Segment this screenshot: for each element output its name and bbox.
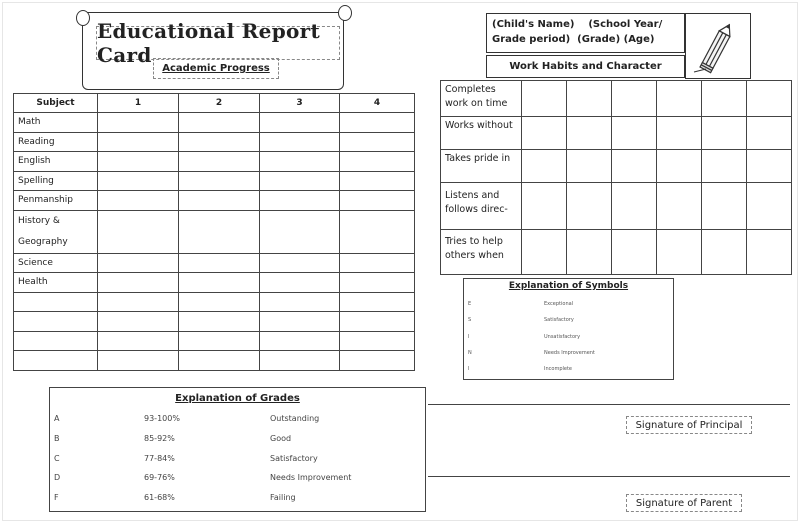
habit-cell[interactable] [522, 183, 567, 230]
scroll-curl-left [76, 10, 90, 26]
grade-cell[interactable] [98, 351, 179, 371]
symbol-code: E [468, 301, 472, 307]
grade-cell[interactable] [340, 331, 415, 351]
pencil-icon [686, 14, 750, 78]
grade-cell[interactable] [340, 253, 415, 273]
grade-row [54, 493, 296, 502]
grade-cell[interactable] [179, 351, 260, 371]
habit-cell[interactable] [567, 81, 612, 117]
habit-cell[interactable] [657, 150, 702, 183]
grade-cell[interactable] [179, 171, 260, 191]
habit-cell[interactable] [747, 117, 792, 150]
grade-cell[interactable] [98, 292, 179, 312]
table-row [14, 273, 415, 293]
habit-cell[interactable] [567, 117, 612, 150]
subject-cell: English [14, 152, 98, 172]
table-row [14, 292, 415, 312]
habit-cell[interactable] [522, 230, 567, 275]
grade-row [54, 454, 318, 463]
grade-cell[interactable] [340, 210, 415, 253]
grade-cell[interactable] [260, 273, 340, 293]
habit-label [441, 183, 522, 230]
grade-cell[interactable] [260, 292, 340, 312]
habit-label-line-1: Listens and [445, 190, 500, 201]
grade-row [54, 414, 319, 423]
grade-cell[interactable] [260, 331, 340, 351]
habit-label [441, 230, 522, 275]
grade-cell[interactable] [179, 152, 260, 172]
table-row [441, 150, 792, 183]
grade-row [54, 473, 351, 482]
table-row [14, 351, 415, 371]
grades-header-row [14, 94, 415, 113]
symbol-code: I [468, 334, 470, 340]
grade-cell[interactable] [98, 331, 179, 351]
habit-cell[interactable] [522, 81, 567, 117]
habit-cell[interactable] [522, 117, 567, 150]
habit-cell[interactable] [702, 150, 747, 183]
header-period-1: 1 [98, 94, 179, 113]
habit-label-line-2: work on time [445, 98, 508, 109]
symbol-row [468, 301, 573, 307]
subject-cell: Science [14, 253, 98, 273]
work-habits-table [440, 80, 792, 275]
grade-cell[interactable] [260, 113, 340, 133]
header-period-3: 3 [260, 94, 340, 113]
habit-cell[interactable] [657, 81, 702, 117]
table-row [14, 210, 415, 253]
subject-cell[interactable] [14, 292, 98, 312]
student-info-line-1: (Child's Name) (School Year/ [492, 19, 663, 30]
habit-cell[interactable] [657, 230, 702, 275]
symbol-meaning: Needs Improvement [544, 350, 595, 356]
grade-cell[interactable] [340, 312, 415, 332]
grade-meaning: Good [270, 434, 292, 443]
table-row [441, 81, 792, 117]
habit-cell[interactable] [747, 183, 792, 230]
grades-explanation-box [49, 387, 426, 512]
table-row [14, 331, 415, 351]
symbol-row [468, 317, 574, 323]
subject-line-2: Geography [18, 236, 68, 247]
grade-letter: C [54, 454, 60, 463]
habit-cell[interactable] [522, 150, 567, 183]
habit-label-line-1: Tries to help [445, 236, 503, 247]
subject-cell[interactable] [14, 312, 98, 332]
symbol-code: S [468, 317, 472, 323]
grade-range: 85-92% [144, 434, 175, 443]
grade-cell[interactable] [179, 253, 260, 273]
symbol-code: N [468, 350, 472, 356]
grade-cell[interactable] [340, 171, 415, 191]
symbol-meaning: Incomplete [544, 366, 572, 372]
habit-cell[interactable] [612, 81, 657, 117]
habit-cell[interactable] [612, 183, 657, 230]
parent-signature-label: Signature of Parent [626, 494, 742, 512]
grade-meaning: Outstanding [270, 414, 320, 423]
habit-cell[interactable] [702, 81, 747, 117]
table-row [14, 113, 415, 133]
grade-cell[interactable] [179, 292, 260, 312]
header-period-2: 2 [179, 94, 260, 113]
table-row [14, 253, 415, 273]
principal-signature-label: Signature of Principal [626, 416, 752, 434]
symbol-code: I [468, 366, 470, 372]
habit-cell[interactable] [612, 230, 657, 275]
grade-cell[interactable] [98, 312, 179, 332]
table-row [441, 183, 792, 230]
subject-cell: Math [14, 113, 98, 133]
habit-label-line-2: follows direc- [445, 204, 508, 215]
symbol-row [468, 350, 595, 356]
table-row [14, 152, 415, 172]
grade-cell[interactable] [340, 113, 415, 133]
student-info-line-2: Grade period) (Grade) (Age) [492, 34, 655, 45]
table-row [14, 312, 415, 332]
subject-cell[interactable] [14, 331, 98, 351]
grade-cell[interactable] [340, 292, 415, 312]
table-row [441, 117, 792, 150]
habit-cell[interactable] [567, 150, 612, 183]
habit-label-line-2: others when [445, 250, 504, 261]
grade-letter: F [54, 493, 59, 502]
grade-cell[interactable] [98, 113, 179, 133]
grade-cell[interactable] [98, 132, 179, 152]
academic-grades-table [13, 93, 415, 371]
grade-cell[interactable] [260, 253, 340, 273]
habit-label [441, 81, 522, 117]
subject-cell[interactable] [14, 351, 98, 371]
grade-cell[interactable] [260, 152, 340, 172]
habit-cell[interactable] [657, 183, 702, 230]
parent-signature-line[interactable] [428, 476, 790, 477]
habit-cell[interactable] [612, 117, 657, 150]
header-period-4: 4 [340, 94, 415, 113]
grade-cell[interactable] [98, 171, 179, 191]
grade-cell[interactable] [98, 191, 179, 211]
grade-range: 93-100% [144, 414, 180, 423]
grade-cell[interactable] [98, 253, 179, 273]
subject-cell: Spelling [14, 171, 98, 191]
habit-label-line-1: Works without [445, 120, 513, 131]
grade-cell[interactable] [179, 331, 260, 351]
table-row [14, 171, 415, 191]
habit-cell[interactable] [702, 183, 747, 230]
grade-meaning: Satisfactory [270, 454, 318, 463]
subject-cell: Reading [14, 132, 98, 152]
grade-letter: B [54, 434, 60, 443]
report-card-subtitle: Academic Progress [153, 58, 279, 79]
student-info-box[interactable] [486, 13, 685, 53]
habit-label-line-1: Takes pride in [445, 153, 511, 164]
grade-cell[interactable] [179, 132, 260, 152]
grade-cell[interactable] [98, 210, 179, 253]
grade-meaning: Failing [270, 493, 296, 502]
habit-label [441, 117, 522, 150]
grade-cell[interactable] [340, 191, 415, 211]
grade-meaning: Needs Improvement [270, 473, 352, 482]
habit-cell[interactable] [612, 150, 657, 183]
work-habits-title: Work Habits and Character [486, 55, 685, 78]
grade-cell[interactable] [179, 113, 260, 133]
grade-cell[interactable] [260, 210, 340, 253]
table-row [14, 191, 415, 211]
habit-cell[interactable] [567, 230, 612, 275]
grade-letter: A [54, 414, 60, 423]
principal-signature-line[interactable] [428, 404, 790, 405]
symbols-title: Explanation of Symbols [508, 281, 629, 291]
subject-cell-history-geography [14, 210, 98, 253]
grade-letter: D [54, 473, 61, 482]
grade-cell[interactable] [340, 132, 415, 152]
grades-explanation-title: Explanation of Grades [175, 393, 300, 404]
grade-cell[interactable] [260, 132, 340, 152]
habit-cell[interactable] [702, 117, 747, 150]
subject-cell: Health [14, 273, 98, 293]
grade-cell[interactable] [98, 273, 179, 293]
habit-cell[interactable] [567, 183, 612, 230]
habit-cell[interactable] [747, 230, 792, 275]
scroll-curl-right [338, 5, 352, 21]
symbol-meaning: Exceptional [544, 301, 574, 307]
habit-label-line-1: Completes [445, 84, 496, 95]
header-subject: Subject [14, 94, 98, 113]
habit-cell[interactable] [657, 117, 702, 150]
grade-cell[interactable] [179, 191, 260, 211]
report-card-title: Educational Report Card [96, 26, 340, 60]
habit-cell[interactable] [702, 230, 747, 275]
grade-cell[interactable] [260, 351, 340, 371]
grade-cell[interactable] [98, 152, 179, 172]
habit-cell[interactable] [747, 150, 792, 183]
symbol-row [468, 334, 580, 340]
grade-cell[interactable] [340, 273, 415, 293]
subject-cell: Penmanship [14, 191, 98, 211]
grade-range: 61-68% [144, 493, 175, 502]
grade-cell[interactable] [260, 171, 340, 191]
grade-cell[interactable] [179, 273, 260, 293]
table-row [14, 132, 415, 152]
grade-cell[interactable] [179, 312, 260, 332]
grade-cell[interactable] [260, 312, 340, 332]
symbol-row [468, 366, 572, 372]
habit-cell[interactable] [747, 81, 792, 117]
habit-label [441, 150, 522, 183]
grade-range: 69-76% [144, 473, 175, 482]
symbols-explanation-box [463, 278, 674, 380]
subject-line-1: History & [18, 215, 60, 226]
table-row [441, 230, 792, 275]
grade-cell[interactable] [340, 351, 415, 371]
symbol-meaning: Satisfactory [544, 317, 574, 323]
grade-cell[interactable] [340, 152, 415, 172]
grade-range: 77-84% [144, 454, 175, 463]
grade-row [54, 434, 291, 443]
pencil-illustration [685, 13, 751, 79]
grade-cell[interactable] [260, 191, 340, 211]
grade-cell[interactable] [179, 210, 260, 253]
symbol-meaning: Unsatisfactory [544, 334, 581, 340]
